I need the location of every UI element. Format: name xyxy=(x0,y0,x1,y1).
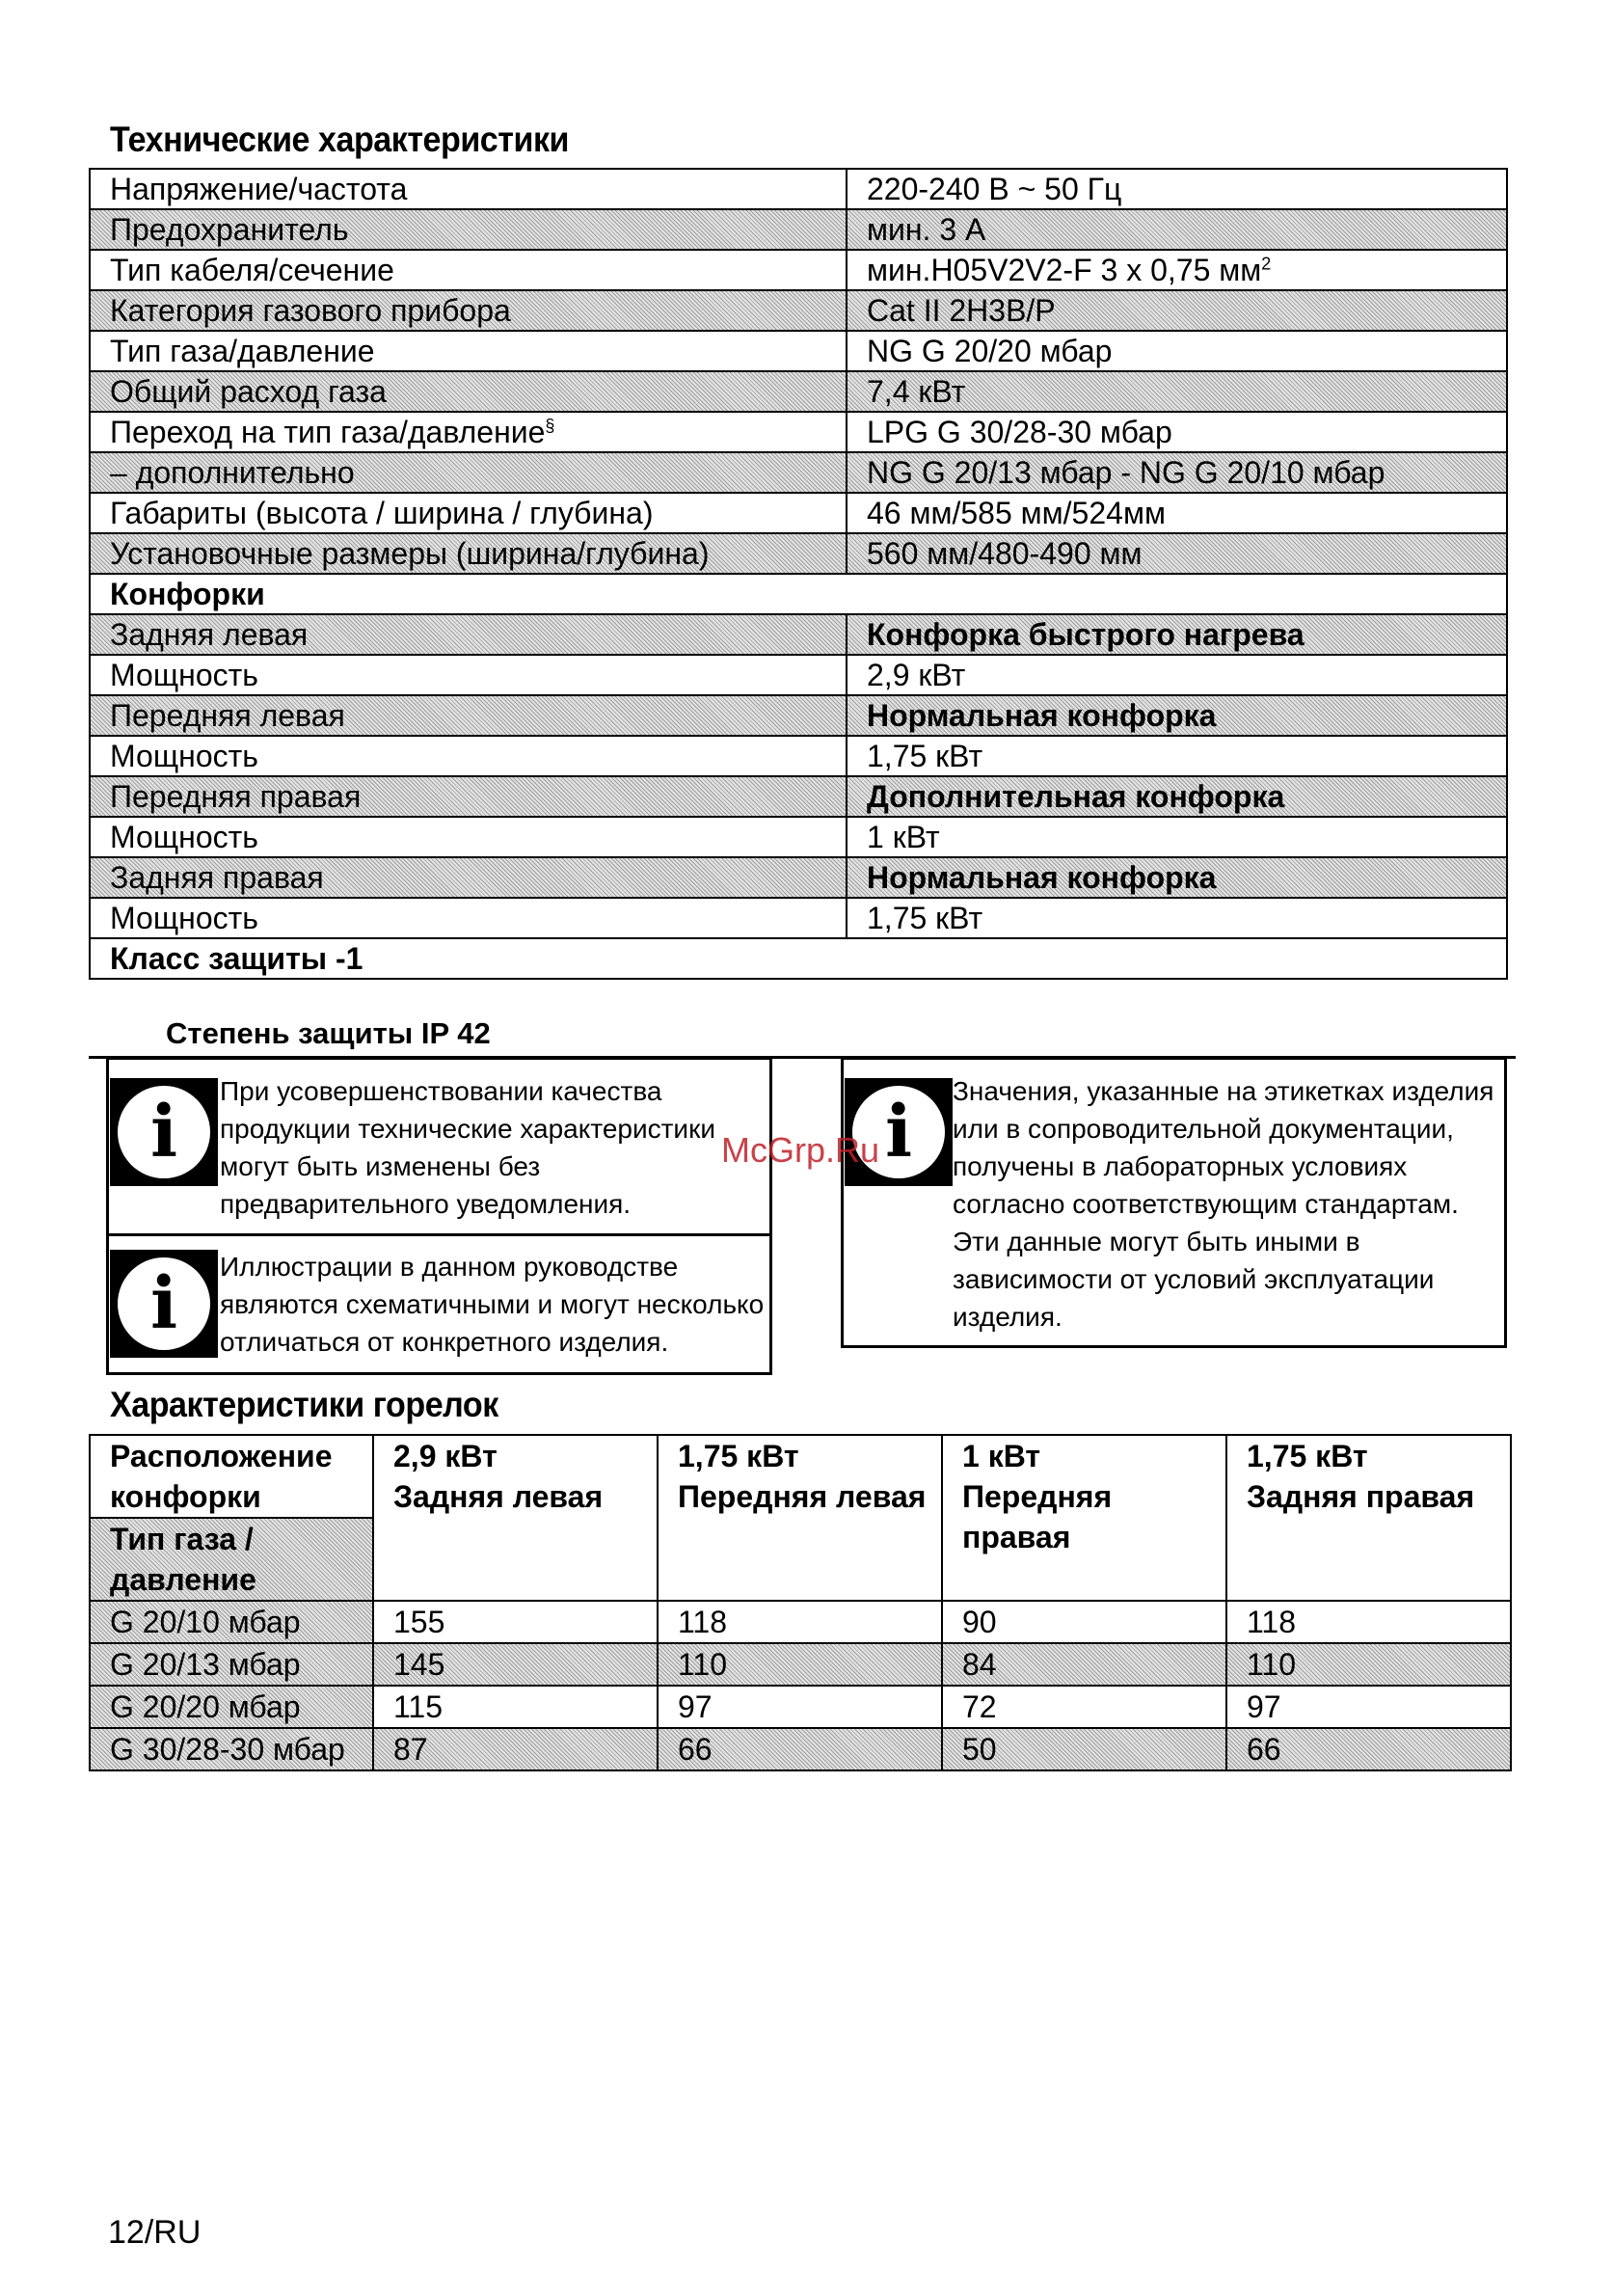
value-cell: 66 xyxy=(658,1728,942,1770)
value-cell: 118 xyxy=(658,1601,942,1643)
note-line: являются схематичными и могут несколько xyxy=(220,1289,765,1319)
table-row xyxy=(90,655,1507,695)
column-power: 1 кВт xyxy=(962,1439,1041,1473)
gas-cell: G 20/10 мбар xyxy=(90,1601,373,1643)
burner-label: Мощность xyxy=(90,898,847,938)
table-row xyxy=(90,533,1507,574)
note-line: При усовершенствовании качества xyxy=(220,1076,662,1106)
burner-label: Передняя правая xyxy=(90,776,847,817)
column-power: 1,75 кВт xyxy=(678,1439,799,1473)
corner-bottom-cell xyxy=(90,1518,373,1601)
table-row xyxy=(90,371,1507,412)
spec-label: Предохранитель xyxy=(90,209,847,250)
spec-label-text: Переход на тип газа/давление xyxy=(110,415,546,449)
note-line: Иллюстрации в данном руководстве xyxy=(220,1252,679,1282)
value-cell: 110 xyxy=(1226,1643,1511,1686)
header-line: давление xyxy=(110,1562,256,1597)
column-name: Задняя левая xyxy=(393,1479,604,1514)
spec-value xyxy=(847,250,1507,290)
table-row xyxy=(90,776,1507,817)
column-header xyxy=(658,1435,942,1601)
spec-label: Тип кабеля/сечение xyxy=(90,250,847,290)
info-icon xyxy=(110,1250,218,1358)
column-name: Задняя правая xyxy=(1247,1479,1475,1514)
burner-value: 1,75 кВт xyxy=(847,736,1507,776)
table-row xyxy=(90,1728,1511,1770)
burner-value: Дополнительная конфорка xyxy=(847,776,1507,817)
info-icon xyxy=(110,1078,218,1186)
column-name: Передняя левая xyxy=(678,1479,927,1514)
burner-table xyxy=(89,1434,1512,1771)
note-separator xyxy=(106,1233,772,1236)
table-row xyxy=(90,938,1507,979)
note-line: могут быть изменены без xyxy=(220,1151,541,1181)
spec-label: Установочные размеры (ширина/глубина) xyxy=(90,533,847,574)
burner-value: 1,75 кВт xyxy=(847,898,1507,938)
note-illustrations xyxy=(220,1248,769,1361)
value-cell: 97 xyxy=(658,1686,942,1728)
table-row xyxy=(90,169,1507,209)
spec-value: мин. 3 А xyxy=(847,209,1507,250)
spec-value: 7,4 кВт xyxy=(847,371,1507,412)
header-line: конфорки xyxy=(110,1479,261,1514)
spec-label: Тип газа/давление xyxy=(90,331,847,371)
note-line: или в сопроводительной документации, xyxy=(953,1114,1454,1144)
spec-label: Габариты (высота / ширина / глубина) xyxy=(90,493,847,533)
table-row xyxy=(90,250,1507,290)
note-line: продукции технические характеристики xyxy=(220,1114,715,1144)
table-row xyxy=(90,1686,1511,1728)
burner-value: 1 кВт xyxy=(847,817,1507,857)
note-line: согласно соответствующим стандартам. xyxy=(953,1189,1459,1219)
value-cell: 145 xyxy=(373,1643,658,1686)
note-line: отличаться от конкретного изделия. xyxy=(220,1327,669,1357)
table-row xyxy=(90,331,1507,371)
spec-label: – дополнительно xyxy=(90,452,847,493)
burner-value: Конфорка быстрого нагрева xyxy=(847,614,1507,655)
note-line: Значения, указанные на этикетках изделия xyxy=(953,1076,1494,1106)
note-line: Эти данные могут быть иными в xyxy=(953,1227,1360,1256)
note-improvements xyxy=(220,1072,769,1223)
table-row xyxy=(90,493,1507,533)
table-row xyxy=(90,574,1507,614)
spec-label: Напряжение/частота xyxy=(90,169,847,209)
column-name: Передняя xyxy=(962,1479,1113,1514)
burner-value: Нормальная конфорка xyxy=(847,695,1507,736)
column-header xyxy=(1226,1435,1511,1601)
note-line: изделия. xyxy=(953,1302,1063,1332)
table-row xyxy=(90,452,1507,493)
note-line: зависимости от условий эксплуатации xyxy=(953,1264,1435,1294)
table-row xyxy=(90,1601,1511,1643)
table-row xyxy=(90,817,1507,857)
table-row xyxy=(90,898,1507,938)
spec-label xyxy=(90,412,847,452)
note-line: предварительного уведомления. xyxy=(220,1189,632,1219)
spec-value: 220-240 В ~ 50 Гц xyxy=(847,169,1507,209)
burner-label: Задняя левая xyxy=(90,614,847,655)
header-line: Тип газа / xyxy=(110,1522,254,1556)
burner-label: Мощность xyxy=(90,736,847,776)
info-icon-glyph: i xyxy=(852,1086,945,1178)
info-icon-glyph: i xyxy=(118,1086,210,1178)
table-row xyxy=(90,290,1507,331)
value-cell: 97 xyxy=(1226,1686,1511,1728)
info-icon-glyph: i xyxy=(118,1257,210,1350)
burner-label: Передняя левая xyxy=(90,695,847,736)
note-values xyxy=(953,1072,1502,1336)
spec-value: LPG G 30/28-30 мбар xyxy=(847,412,1507,452)
table-row xyxy=(90,1435,1511,1518)
burner-value: 2,9 кВт xyxy=(847,655,1507,695)
header-line: Расположение xyxy=(110,1439,333,1473)
burner-label: Мощность xyxy=(90,655,847,695)
value-cell: 115 xyxy=(373,1686,658,1728)
superscript: § xyxy=(545,416,555,436)
spec-value-text: мин.H05V2V2-F 3 x 0,75 мм xyxy=(867,253,1262,287)
burner-label: Задняя правая xyxy=(90,857,847,898)
table-row xyxy=(90,209,1507,250)
spec-label: Категория газового прибора xyxy=(90,290,847,331)
table-row xyxy=(90,857,1507,898)
value-cell: 87 xyxy=(373,1728,658,1770)
spec-value: Cat II 2H3B/P xyxy=(847,290,1507,331)
gas-cell: G 30/28-30 мбар xyxy=(90,1728,373,1770)
note-line: получены в лабораторных условиях xyxy=(953,1151,1408,1181)
table-row xyxy=(90,695,1507,736)
page-number: 12/RU xyxy=(108,2214,202,2251)
burner-value: Нормальная конфорка xyxy=(847,857,1507,898)
column-power: 1,75 кВт xyxy=(1247,1439,1368,1473)
ip-rating: Степень защиты IP 42 xyxy=(166,1016,491,1050)
value-cell: 50 xyxy=(942,1728,1226,1770)
gas-cell: G 20/13 мбар xyxy=(90,1643,373,1686)
gas-cell: G 20/20 мбар xyxy=(90,1686,373,1728)
spec-label: Общий расход газа xyxy=(90,371,847,412)
column-name: правая xyxy=(962,1520,1071,1554)
table-row xyxy=(90,1643,1511,1686)
spec-value: NG G 20/13 мбар - NG G 20/10 мбар xyxy=(847,452,1507,493)
burner-label: Мощность xyxy=(90,817,847,857)
spec-value: 560 мм/480-490 мм xyxy=(847,533,1507,574)
burner-title: Характеристики горелок xyxy=(110,1385,498,1424)
value-cell: 90 xyxy=(942,1601,1226,1643)
column-header xyxy=(373,1435,658,1601)
value-cell: 84 xyxy=(942,1643,1226,1686)
spec-value: NG G 20/20 мбар xyxy=(847,331,1507,371)
value-cell: 118 xyxy=(1226,1601,1511,1643)
value-cell: 66 xyxy=(1226,1728,1511,1770)
spec-title: Технические характеристики xyxy=(110,120,570,159)
superscript: 2 xyxy=(1261,254,1272,274)
column-header xyxy=(942,1435,1226,1601)
value-cell: 110 xyxy=(658,1643,942,1686)
value-cell: 72 xyxy=(942,1686,1226,1728)
spec-value: 46 мм/585 мм/524мм xyxy=(847,493,1507,533)
table-row xyxy=(90,736,1507,776)
value-cell: 155 xyxy=(373,1601,658,1643)
watermark: McGrp.Ru xyxy=(721,1130,880,1170)
spec-table xyxy=(89,168,1508,980)
burners-header: Конфорки xyxy=(90,574,1507,614)
table-row xyxy=(90,614,1507,655)
table-row xyxy=(90,412,1507,452)
column-power: 2,9 кВт xyxy=(393,1439,498,1473)
protection-class: Класс защиты -1 xyxy=(90,938,1507,979)
corner-top-cell xyxy=(90,1435,373,1518)
